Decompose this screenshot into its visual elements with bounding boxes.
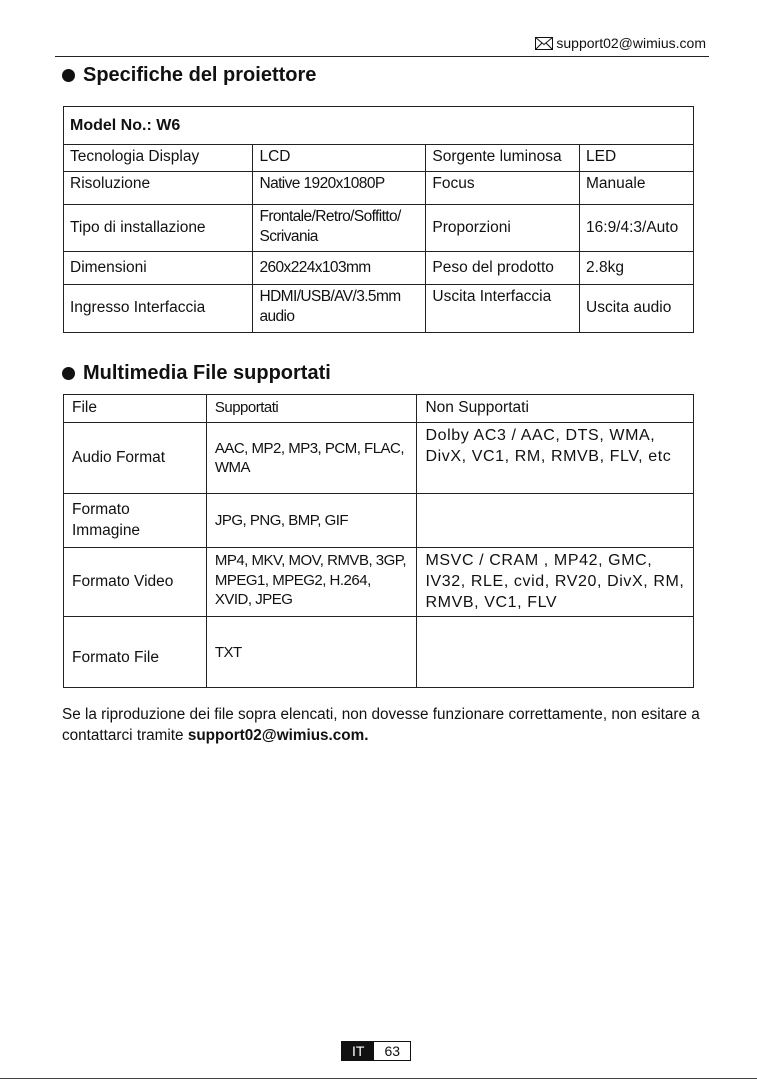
media-header: File bbox=[64, 395, 207, 423]
media-supported: AAC, MP2, MP3, PCM, FLAC, WMA bbox=[206, 423, 417, 494]
media-table bbox=[63, 394, 694, 688]
spec-table bbox=[63, 106, 694, 333]
spec-value: HDMI/USB/AV/3.5mm audio bbox=[253, 284, 426, 332]
spec-row bbox=[64, 204, 694, 251]
spec-row bbox=[64, 171, 694, 204]
spec-value: LED bbox=[580, 144, 694, 171]
media-unsupported: MSVC / CRAM , MP42, GMC, IV32, RLE, cvid, RV20, DivX, RM, RMVB, VC1, FLV bbox=[417, 548, 694, 617]
media-supported: MP4, MKV, MOV, RMVB, 3GP, MPEG1, MPEG2, H.264, XVID, JPEG bbox=[206, 548, 417, 617]
media-label: Formato File bbox=[64, 617, 207, 688]
media-label: Formato Immagine bbox=[64, 494, 207, 548]
spec-row bbox=[64, 284, 694, 332]
spec-label: Risoluzione bbox=[64, 171, 253, 204]
envelope-icon bbox=[535, 37, 553, 50]
section-title-specs: Specifiche del proiettore bbox=[62, 64, 316, 87]
support-note bbox=[62, 704, 702, 747]
header-divider bbox=[55, 56, 709, 57]
spec-value: LCD bbox=[253, 144, 426, 171]
spec-value: Uscita audio bbox=[580, 284, 694, 332]
media-unsupported: Dolby AC3 / AAC, DTS, WMA, DivX, VC1, RM, RMVB, FLV, etc bbox=[417, 423, 694, 494]
spec-value: Frontale/Retro/Soffitto/ Scrivania bbox=[253, 204, 426, 251]
media-label: Audio Format bbox=[64, 423, 207, 494]
media-row bbox=[64, 617, 694, 688]
spec-row bbox=[64, 251, 694, 284]
spec-label: Sorgente luminosa bbox=[426, 144, 580, 171]
spec-label: Uscita Interfaccia bbox=[426, 284, 580, 332]
media-row bbox=[64, 548, 694, 617]
spec-label: Tipo di installazione bbox=[64, 204, 253, 251]
header-email bbox=[535, 35, 706, 51]
bottom-divider bbox=[0, 1078, 757, 1079]
spec-value: Native 1920x1080P bbox=[253, 171, 426, 204]
model-number: Model No.: W6 bbox=[64, 107, 694, 145]
page-footer bbox=[341, 1041, 411, 1061]
page-number: 63 bbox=[374, 1042, 410, 1060]
spec-value: 2.8kg bbox=[580, 251, 694, 284]
spec-value: 16:9/4:3/Auto bbox=[580, 204, 694, 251]
media-supported: TXT bbox=[206, 617, 417, 688]
spec-label: Peso del prodotto bbox=[426, 251, 580, 284]
media-header: Supportati bbox=[206, 395, 417, 423]
language-badge: IT bbox=[342, 1042, 374, 1060]
support-note-text: Se la riproduzione dei file sopra elencati, non dovesse funzionare correttamente, non esitare a contattarci tramite bbox=[62, 706, 700, 745]
spec-label: Proporzioni bbox=[426, 204, 580, 251]
spec-label: Ingresso Interfaccia bbox=[64, 284, 253, 332]
spec-model-row bbox=[64, 107, 694, 145]
media-row bbox=[64, 494, 694, 548]
spec-value: Manuale bbox=[580, 171, 694, 204]
spec-label: Dimensioni bbox=[64, 251, 253, 284]
media-header: Non Supportati bbox=[417, 395, 694, 423]
spec-label: Focus bbox=[426, 171, 580, 204]
media-label: Formato Video bbox=[64, 548, 207, 617]
spec-value: 260x224x103mm bbox=[253, 251, 426, 284]
bullet-icon bbox=[62, 367, 75, 380]
spec-label: Tecnologia Display bbox=[64, 144, 253, 171]
media-unsupported bbox=[417, 617, 694, 688]
support-note-email: support02@wimius.com. bbox=[187, 727, 369, 745]
media-row bbox=[64, 423, 694, 494]
section-title-multimedia: Multimedia File supportati bbox=[62, 362, 331, 385]
media-unsupported bbox=[417, 494, 694, 548]
spec-row bbox=[64, 144, 694, 171]
media-header-row bbox=[64, 395, 694, 423]
bullet-icon bbox=[62, 69, 75, 82]
header-email-text: support02@wimius.com bbox=[556, 35, 706, 51]
media-supported: JPG, PNG, BMP, GIF bbox=[206, 494, 417, 548]
